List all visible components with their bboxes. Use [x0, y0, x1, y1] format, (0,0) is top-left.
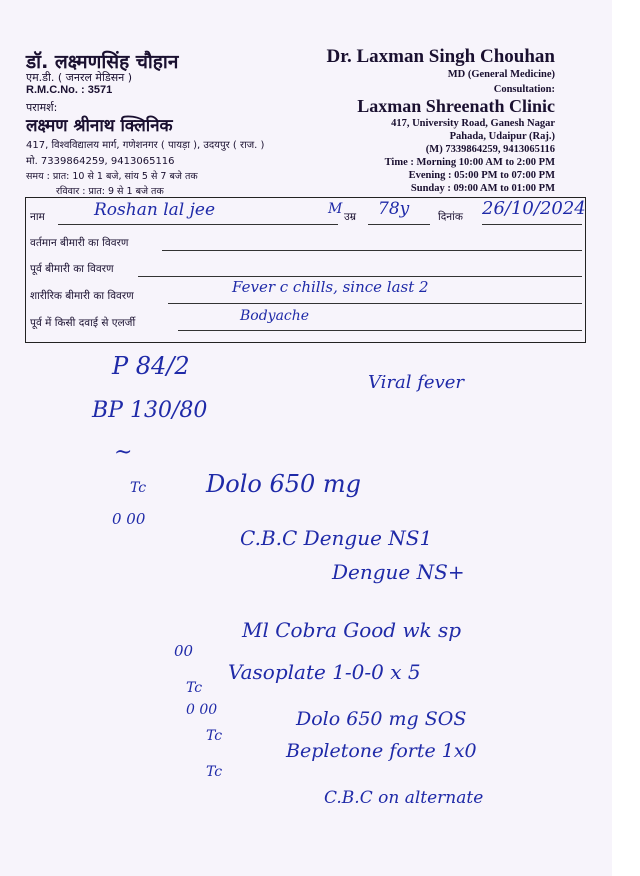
doctor-name-hindi: डॉ. लक्ष्मणसिंह चौहान — [26, 51, 179, 73]
allergy-value: Bodyache — [240, 308, 310, 324]
time-evening: Evening : 05:00 PM to 07:00 PM — [408, 170, 555, 181]
rx3-mark: Tc — [186, 680, 203, 696]
bp-note: BP 130/80 — [92, 398, 208, 423]
rx2-medicine: Ml Cobra Good wk sp — [242, 618, 462, 642]
rx4-medicine: Dolo 650 mg SOS — [296, 708, 467, 730]
physical-illness-label: शारीरिक बीमारी का विवरण — [30, 290, 134, 302]
clinic-name-hindi: लक्ष्मण श्रीनाथ क्लिनिक — [26, 116, 173, 136]
rx4-mark: Tc — [206, 728, 223, 744]
rx1-mark-visible: Tc — [130, 480, 147, 496]
rx2-frequency: 00 — [174, 642, 194, 660]
rx3-medicine: Vasoplate 1-0-0 x 5 — [228, 660, 421, 684]
address-line-1: 417, University Road, Ganesh Nagar — [391, 118, 555, 129]
doctor-name: Dr. Laxman Singh Chouhan — [326, 46, 555, 67]
date-value: 26/10/2024 — [482, 198, 586, 219]
name-value: Roshan lal jee — [94, 200, 216, 220]
tick-mark: ~ — [114, 440, 133, 465]
age-label: उम्र — [344, 211, 357, 223]
sex-value: M — [328, 201, 343, 217]
age-value: 78y — [378, 199, 410, 219]
consultation-label: Consultation: — [493, 84, 555, 95]
rx1-medicine: Dolo 650 mg — [206, 470, 362, 498]
sunday-timing-hindi: रविवार : प्रात: 9 से 1 बजे तक — [56, 186, 164, 197]
mobile-hindi: मो. 7339864259, 9413065116 — [26, 156, 175, 167]
rx5-mark: Tc — [206, 764, 223, 780]
rx1-frequency: 0 00 — [112, 510, 146, 528]
address-hindi: 417, विश्वविद्यालय मार्ग, गणेशनगर ( पायड़ा ), उदयपुर ( राज. ) — [26, 140, 265, 151]
history-note: Viral fever — [368, 372, 464, 393]
date-line — [482, 224, 582, 225]
consultation-label-hindi: परामर्श: — [26, 101, 58, 114]
name-line — [58, 224, 338, 225]
date-label: दिनांक — [438, 211, 463, 223]
current-illness-line — [162, 250, 582, 251]
investigation-2: Dengue NS+ — [332, 560, 465, 584]
timing-hindi: समय : प्रात: 10 से 1 बजे, सांय 5 से 7 बजे तक — [26, 171, 198, 182]
rmc-number: R.M.C.No. : 3571 — [26, 84, 113, 96]
allergy-line — [178, 330, 582, 331]
age-line — [368, 224, 430, 225]
name-label: नाम — [30, 211, 45, 223]
rx5-medicine: Bepletone forte 1x0 — [286, 740, 477, 762]
current-illness-label: वर्तमान बीमारी का विवरण — [30, 237, 129, 249]
clinic-name: Laxman Shreenath Clinic — [357, 96, 555, 116]
time-morning: Time : Morning 10:00 AM to 2:00 PM — [384, 157, 555, 168]
physical-illness-line — [168, 303, 582, 304]
physical-illness-value: Fever c chills, since last 2 — [232, 278, 429, 296]
past-illness-line — [138, 276, 582, 277]
degree-hindi: एम.डी. ( जनरल मेडिसन ) — [26, 71, 133, 84]
past-illness-label: पूर्व बीमारी का विवरण — [30, 263, 114, 275]
patient-form — [25, 197, 586, 343]
pulse-note: P 84/2 — [112, 352, 190, 380]
advice-note: C.B.C on alternate — [324, 788, 484, 808]
address-line-2: Pahada, Udaipur (Raj.) — [449, 131, 555, 142]
time-sunday: Sunday : 09:00 AM to 01:00 PM — [410, 183, 555, 194]
allergy-label: पूर्व में किसी दवाई से एलर्जी — [30, 317, 136, 329]
mobile-numbers: (M) 7339864259, 9413065116 — [425, 144, 555, 155]
degree: MD (General Medicine) — [447, 69, 555, 80]
investigation-1: C.B.C Dengue NS1 — [240, 526, 433, 550]
rx3-frequency: 0 00 — [186, 702, 218, 718]
